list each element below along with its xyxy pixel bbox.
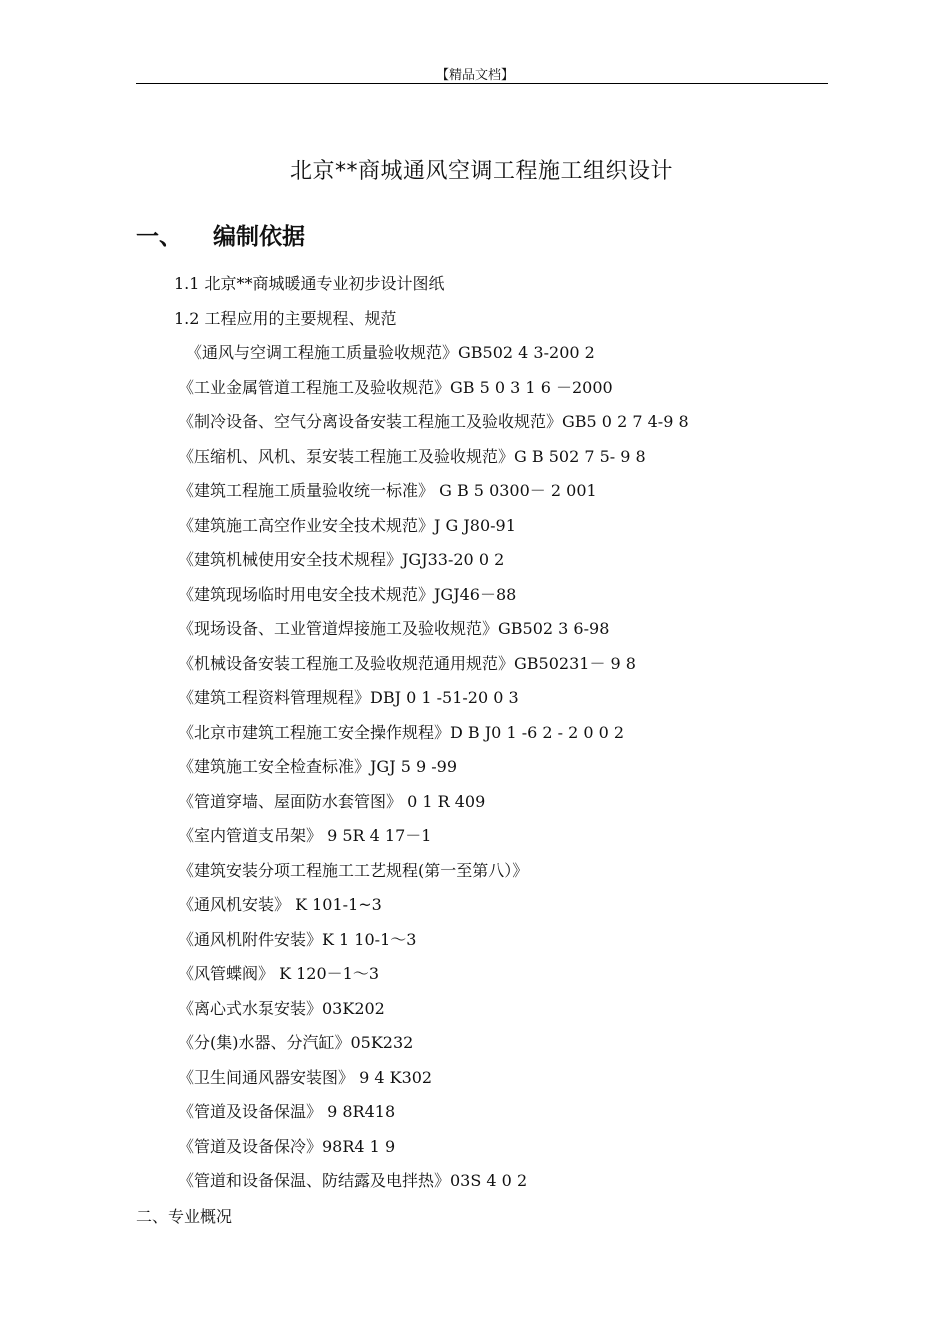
reference-item: 《建筑机械使用安全技术规程》JGJ33-20 0 2 [178, 550, 505, 569]
section-two-heading: 二、专业概况 [136, 1207, 233, 1226]
reference-item: 《分(集)水器、分汽缸》05K232 [178, 1033, 414, 1052]
reference-item: 《压缩机、风机、泵安装工程施工及验收规范》G B 502 7 5- 9 8 [178, 446, 646, 466]
reference-item: 《现场设备、工业管道焊接施工及验收规范》GB502 3 6-98 [178, 619, 610, 638]
reference-item: 《通风机附件安装》K 1 10-1～3 [178, 929, 417, 949]
reference-item: 《工业金属管道工程施工及验收规范》GB 5 0 3 1 6 －2000 [178, 377, 613, 397]
reference-item: 《卫生间通风器安装图》 9 4 K302 [178, 1067, 433, 1087]
reference-item: 《管道穿墙、屋面防水套管图》 0 1 R 409 [178, 791, 486, 811]
subsection-1-2: 1.2 工程应用的主要规程、规范 [174, 309, 397, 328]
reference-item: 《通风机安装》 K 101-1~3 [178, 895, 382, 914]
reference-list [178, 340, 689, 1203]
reference-item: 《建筑工程施工质量验收统一标准》 G B 5 0300－ 2 001 [178, 481, 597, 500]
subsection-1-1: 1.1 北京**商城暖通专业初步设计图纸 [174, 274, 445, 293]
reference-item: 《建筑施工高空作业安全技术规范》J G J80-91 [178, 515, 516, 535]
section-one-number: 一、 [136, 224, 182, 250]
header-divider [136, 83, 828, 84]
reference-item: 《建筑现场临时用电安全技术规范》JGJ46－88 [178, 584, 517, 604]
reference-item: 《建筑施工安全检查标准》JGJ 5 9 -99 [178, 757, 457, 776]
section-one-heading [136, 218, 305, 251]
reference-item: 《管道和设备保温、防结露及电拌热》03S 4 0 2 [178, 1171, 528, 1190]
reference-item: 《室内管道支吊架》 9 5R 4 17－1 [178, 826, 432, 845]
reference-item: 《风管蝶阀》 K 120－1～3 [178, 964, 380, 983]
reference-item: 《建筑工程资料管理规程》DBJ 0 1 -51-20 0 3 [178, 688, 519, 707]
section-one-title: 编制依据 [213, 224, 305, 250]
reference-item: 《建筑安装分项工程施工工艺规程(第一至第八）》 [178, 860, 529, 880]
reference-item: 《通风与空调工程施工质量验收规范》GB502 4 3-200 2 [186, 343, 595, 362]
document-title: 北京**商城通风空调工程施工组织设计 [290, 159, 674, 184]
reference-item: 《机械设备安装工程施工及验收规范通用规范》GB50231－ 9 8 [178, 653, 636, 673]
reference-item: 《北京市建筑工程施工安全操作规程》D B J0 1 -6 2 - 2 0 0 2 [178, 722, 625, 742]
reference-item: 《制冷设备、空气分离设备安装工程施工及验收规范》GB5 0 2 7 4-9 8 [178, 412, 689, 431]
reference-item: 《管道及设备保温》 9 8R418 [178, 1102, 396, 1121]
reference-item: 《管道及设备保冷》98R4 1 9 [178, 1136, 396, 1156]
reference-item: 《离心式水泵安装》03K202 [178, 998, 385, 1018]
page-header-label: 【精品文档】 [435, 68, 514, 83]
